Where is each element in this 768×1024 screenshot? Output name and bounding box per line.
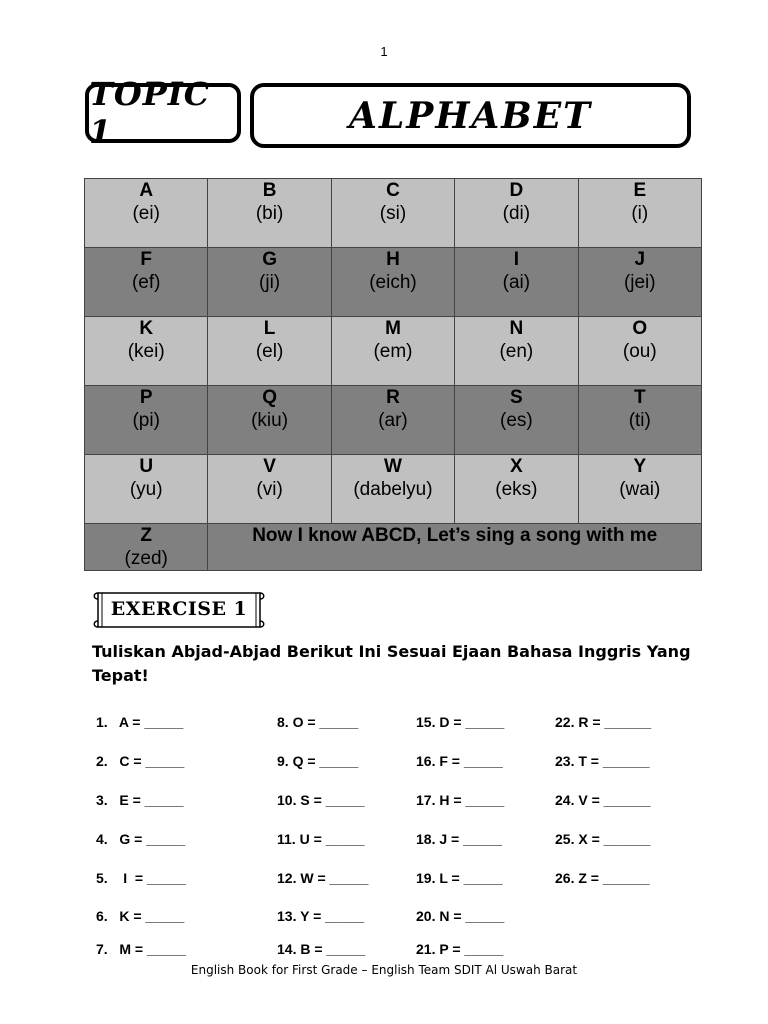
letter: J bbox=[634, 249, 646, 270]
letter: E bbox=[633, 180, 647, 201]
alphabet-cell bbox=[85, 455, 208, 524]
alphabet-cell bbox=[331, 179, 454, 248]
letter: N bbox=[509, 318, 524, 339]
pronunciation: (bi) bbox=[255, 203, 284, 224]
alphabet-table bbox=[84, 178, 702, 571]
exercise-instruction: Tuliskan Abjad-Abjad Berikut Ini Sesuai Ejaan Bahasa Inggris Yang Tepat! bbox=[92, 642, 691, 685]
pronunciation: (vi) bbox=[256, 479, 283, 500]
letter: U bbox=[139, 456, 154, 477]
exercise-banner bbox=[92, 589, 266, 631]
letter: L bbox=[263, 318, 276, 339]
letter: P bbox=[139, 387, 153, 408]
letter: S bbox=[510, 387, 523, 408]
exercise-item: 9. Q = _____ bbox=[277, 753, 359, 769]
letter: V bbox=[263, 456, 276, 477]
alphabet-row bbox=[85, 386, 702, 455]
alphabet-cell bbox=[331, 455, 454, 524]
alphabet-cell bbox=[85, 386, 208, 455]
exercise-item: 26. Z = ______ bbox=[555, 870, 650, 886]
letter: T bbox=[633, 387, 646, 408]
letter: R bbox=[386, 387, 400, 408]
alphabet-cell bbox=[208, 248, 331, 317]
pronunciation: (ai) bbox=[502, 272, 531, 293]
alphabet-row bbox=[85, 455, 702, 524]
alphabet-cell bbox=[331, 248, 454, 317]
exercise-item: 20. N = _____ bbox=[416, 908, 505, 924]
exercise-item: 4. G = _____ bbox=[96, 831, 186, 847]
alphabet-row bbox=[85, 248, 702, 317]
pronunciation: (eks) bbox=[495, 479, 538, 500]
pronunciation: (wai) bbox=[619, 479, 661, 500]
pronunciation: (kiu) bbox=[251, 410, 289, 431]
exercise-item: 25. X = ______ bbox=[555, 831, 651, 847]
exercise-item: 23. T = ______ bbox=[555, 753, 650, 769]
letter: X bbox=[510, 456, 523, 477]
pronunciation: (di) bbox=[502, 203, 531, 224]
pronunciation: (jei) bbox=[623, 272, 656, 293]
alphabet-cell bbox=[208, 317, 331, 386]
alphabet-cell bbox=[208, 386, 331, 455]
exercise-item: 6. K = _____ bbox=[96, 908, 185, 924]
exercise-item: 12. W = _____ bbox=[277, 870, 369, 886]
pronunciation: (ou) bbox=[622, 341, 657, 362]
alphabet-cell bbox=[455, 386, 578, 455]
alphabet-cell bbox=[455, 455, 578, 524]
alphabet-cell bbox=[578, 317, 701, 386]
exercise-item: 18. J = _____ bbox=[416, 831, 503, 847]
exercise-item: 8. O = _____ bbox=[277, 714, 359, 730]
alphabet-cell bbox=[85, 248, 208, 317]
page-footer: English Book for First Grade – English Team SDIT Al Uswah Barat bbox=[190, 963, 578, 977]
letter: W bbox=[384, 456, 402, 477]
pronunciation: (zed) bbox=[124, 548, 168, 569]
alphabet-cell bbox=[85, 179, 208, 248]
letter: Z bbox=[140, 525, 152, 546]
exercise-item: 21. P = _____ bbox=[416, 941, 504, 957]
song-line: Now I know ABCD, Let’s sing a song with me bbox=[208, 524, 702, 571]
exercise-item: 16. F = _____ bbox=[416, 753, 503, 769]
exercise-item: 13. Y = _____ bbox=[277, 908, 365, 924]
pronunciation: (ar) bbox=[378, 410, 408, 431]
page-title: ALPHABET bbox=[250, 83, 691, 148]
pronunciation: (i) bbox=[631, 203, 649, 224]
alphabet-row bbox=[85, 317, 702, 386]
alphabet-cell bbox=[455, 248, 578, 317]
exercise-item: 22. R = ______ bbox=[555, 714, 652, 730]
pronunciation: (ef) bbox=[131, 272, 161, 293]
alphabet-cell bbox=[578, 455, 701, 524]
letter: D bbox=[509, 180, 524, 201]
letter: G bbox=[262, 249, 277, 270]
letter: M bbox=[385, 318, 401, 339]
alphabet-cell bbox=[578, 248, 701, 317]
exercise-item: 1. A = _____ bbox=[96, 714, 184, 730]
pronunciation: (ei) bbox=[132, 203, 160, 224]
pronunciation: (ji) bbox=[259, 272, 281, 293]
pronunciation: (kei) bbox=[127, 341, 165, 362]
letter: F bbox=[140, 249, 152, 270]
letter: C bbox=[386, 180, 400, 201]
pronunciation: (yu) bbox=[129, 479, 163, 500]
alphabet-cell bbox=[208, 455, 331, 524]
letter: Y bbox=[633, 456, 647, 477]
alphabet-cell bbox=[578, 179, 701, 248]
alphabet-cell bbox=[85, 317, 208, 386]
letter: A bbox=[139, 180, 154, 201]
pronunciation: (em) bbox=[373, 341, 413, 362]
alphabet-row-last bbox=[85, 524, 702, 571]
exercise-item: 7. M = _____ bbox=[96, 941, 186, 957]
exercise-item: 24. V = ______ bbox=[555, 792, 651, 808]
exercise-item: 3. E = _____ bbox=[96, 792, 184, 808]
alphabet-row bbox=[85, 179, 702, 248]
alphabet-cell bbox=[455, 317, 578, 386]
letter: B bbox=[262, 180, 277, 201]
alphabet-cell bbox=[208, 179, 331, 248]
pronunciation: (ti) bbox=[628, 410, 651, 431]
pronunciation: (dabelyu) bbox=[353, 479, 433, 500]
letter: K bbox=[139, 318, 154, 339]
alphabet-cell bbox=[455, 179, 578, 248]
pronunciation: (en) bbox=[499, 341, 534, 362]
exercise-item: 2. C = _____ bbox=[96, 753, 185, 769]
letter: O bbox=[632, 318, 648, 339]
pronunciation: (el) bbox=[255, 341, 284, 362]
letter: I bbox=[513, 249, 519, 270]
letter: Q bbox=[262, 387, 277, 408]
exercise-item: 14. B = _____ bbox=[277, 941, 366, 957]
exercise-item: 5. I = _____ bbox=[96, 870, 186, 886]
pronunciation: (es) bbox=[500, 410, 533, 431]
alphabet-cell bbox=[331, 386, 454, 455]
page-number: 1 bbox=[380, 44, 388, 59]
exercise-item: 19. L = _____ bbox=[416, 870, 503, 886]
alphabet-cell bbox=[578, 386, 701, 455]
exercise-item: 10. S = _____ bbox=[277, 792, 365, 808]
exercise-label: EXERCISE 1 bbox=[110, 598, 248, 620]
topic-label: TOPIC 1 bbox=[85, 83, 241, 143]
exercise-item: 15. D = _____ bbox=[416, 714, 505, 730]
pronunciation: (pi) bbox=[132, 410, 160, 431]
pronunciation: (eich) bbox=[369, 272, 417, 293]
pronunciation: (si) bbox=[379, 203, 407, 224]
alphabet-cell bbox=[331, 317, 454, 386]
letter: H bbox=[386, 249, 400, 270]
exercise-item: 11. U = _____ bbox=[277, 831, 365, 847]
alphabet-cell bbox=[85, 524, 208, 571]
exercise-item: 17. H = _____ bbox=[416, 792, 505, 808]
